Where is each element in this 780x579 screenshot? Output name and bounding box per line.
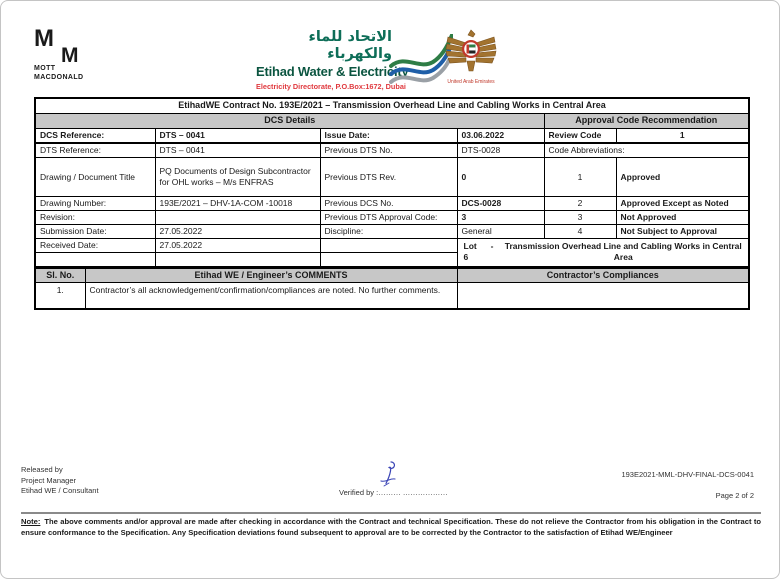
- sl-no-header: Sl. No.: [35, 268, 85, 283]
- code-1-label: Approved: [616, 158, 749, 197]
- verified-by-line: Verified by :……… ………………: [339, 488, 448, 497]
- code-3-num: 3: [544, 211, 616, 225]
- empty-cell: [35, 253, 155, 267]
- mott-word-2: MACDONALD: [34, 73, 84, 81]
- submission-date-label: Submission Date:: [35, 225, 155, 239]
- engineer-comments-header: Etihad WE / Engineer’s COMMENTS: [85, 268, 457, 283]
- comments-table: [34, 267, 750, 311]
- mott-word-1: MOTT: [34, 65, 56, 72]
- dts-reference-value: DTS – 0041: [155, 143, 320, 158]
- compliance-cell: [457, 282, 749, 309]
- note-label: Note:: [21, 517, 41, 526]
- note-text: The above comments and/or approval are made after checking in accordance with the Contract and technical Specification. These do not relieve the Contractor from his obligation in the Contract to ensure conformance to the Specification. Any Specification deviations found subsequent to approval are to be corrected by the Contractor to the satisfaction of Etihad WE/Engineer: [21, 517, 761, 537]
- lot-value: Transmission Overhead Line and Cabling Works in Central Area: [504, 241, 742, 263]
- released-by-line: Released by: [21, 465, 63, 474]
- dcs-reference-label: DCS Reference:: [35, 128, 155, 143]
- etihad-directorate-line: Electricity Directorate, P.O.Box:1672, Dubai: [256, 82, 406, 91]
- discipline-label: Discipline:: [320, 225, 457, 239]
- signature-icon: [373, 459, 403, 491]
- revision-label: Revision:: [35, 211, 155, 225]
- code-3-label: Not Approved: [616, 211, 749, 225]
- previous-approval-code-value: 3: [457, 211, 544, 225]
- dcs-details-table: [34, 97, 750, 268]
- lot-label: Lot 6: [463, 241, 477, 263]
- comment-text: Contractor’s all acknowledgement/confirmation/compliances are noted. No further comments.: [85, 282, 457, 309]
- discipline-value: General: [457, 225, 544, 239]
- etihad-logo: [256, 29, 409, 91]
- uae-emblem-caption: United Arab Emirates: [447, 79, 495, 85]
- drawing-number-label: Drawing Number:: [35, 197, 155, 211]
- received-date-value: 27.05.2022: [155, 239, 320, 253]
- previous-dcs-no-value: DCS-0028: [457, 197, 544, 211]
- review-code-label: Review Code: [544, 128, 616, 143]
- etihad-english-name: Etihad Water & Electricity: [256, 64, 409, 79]
- previous-dts-no-value: DTS-0028: [457, 143, 544, 158]
- received-date-label: Received Date:: [35, 239, 155, 253]
- submission-date-value: 27.05.2022: [155, 225, 320, 239]
- review-code-value: 1: [616, 128, 749, 143]
- lot-dash: -: [490, 241, 494, 252]
- dts-reference-label: DTS Reference:: [35, 143, 155, 158]
- dcs-details-header: DCS Details: [35, 113, 544, 128]
- drawing-number-value: 193E/2021 – DHV-1A-COM -10018: [155, 197, 320, 211]
- mott-wordmark: [34, 65, 83, 82]
- released-by-block: [21, 465, 99, 497]
- etihad-arabic-name: الاتحاد للماء والكهرباء: [308, 29, 392, 62]
- document-title-value: PQ Documents of Design Subcontractor for OHL works – M/s ENFRAS: [155, 158, 320, 197]
- code-4-label: Not Subject to Approval: [616, 225, 749, 239]
- previous-dts-no-label: Previous DTS No.: [320, 143, 457, 158]
- document-reference: 193E2021-MML-DHV-FINAL-DCS-0041: [621, 470, 754, 479]
- code-2-label: Approved Except as Noted: [616, 197, 749, 211]
- uae-emblem-icon: [444, 27, 498, 85]
- revision-value: [155, 211, 320, 225]
- code-abbreviations-label: Code Abbreviations:: [544, 143, 749, 158]
- issue-date-value: 03.06.2022: [457, 128, 544, 143]
- page-number: Page 2 of 2: [715, 491, 754, 500]
- previous-dts-rev-label: Previous DTS Rev.: [320, 158, 457, 197]
- previous-dcs-no-label: Previous DCS No.: [320, 197, 457, 211]
- code-1-num: 1: [544, 158, 616, 197]
- approval-code-header: Approval Code Recommendation: [544, 113, 749, 128]
- lot-description: [457, 239, 749, 267]
- previous-dts-rev-value: 0: [457, 158, 544, 197]
- code-4-num: 4: [544, 225, 616, 239]
- mott-macdonald-logo: [34, 25, 144, 85]
- contractor-compliances-header: Contractor’s Compliances: [457, 268, 749, 283]
- dcs-reference-value: DTS – 0041: [155, 128, 320, 143]
- empty-cell: [155, 253, 320, 267]
- mott-m2-icon: M: [61, 44, 78, 67]
- empty-cell: [320, 239, 457, 253]
- comment-sl-no: 1.: [35, 282, 85, 309]
- previous-approval-code-label: Previous DTS Approval Code:: [320, 211, 457, 225]
- issue-date-label: Issue Date:: [320, 128, 457, 143]
- code-2-num: 2: [544, 197, 616, 211]
- project-manager-line: Project Manager: [21, 475, 77, 485]
- comment-row: [35, 282, 749, 309]
- document-title-label: Drawing / Document Title: [35, 158, 155, 197]
- note-block: [21, 512, 761, 538]
- dcs-tables: [34, 97, 748, 310]
- mott-m-icon: M: [34, 25, 53, 52]
- empty-cell: [320, 253, 457, 267]
- etihad-consultant-line: Etihad WE / Consultant: [21, 486, 99, 495]
- contract-title: EtihadWE Contract No. 193E/2021 – Transmission Overhead Line and Cabling Works in Central Area: [35, 98, 749, 113]
